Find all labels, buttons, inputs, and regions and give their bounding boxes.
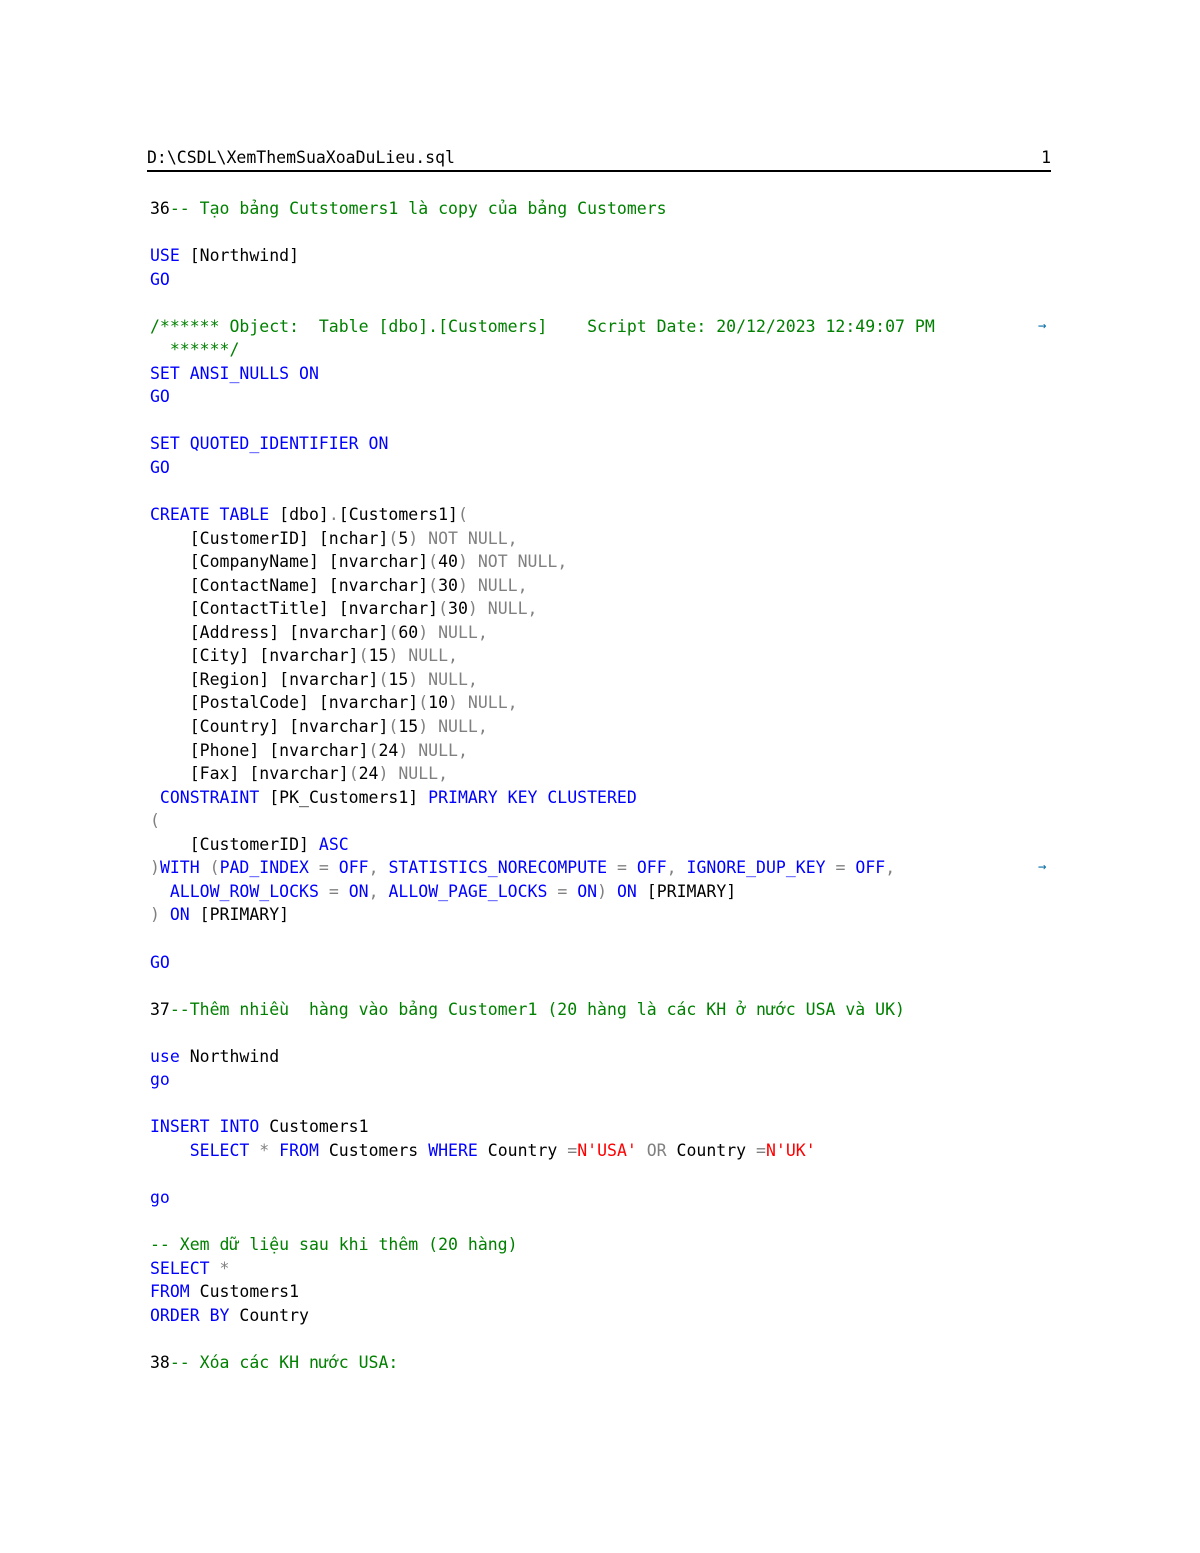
code-line-6: /****** Object: Table [dbo].[Customers] Script Date: 20/12/2023 12:49:07 PM → [150,315,1050,339]
code-line-45: -- Xem dữ liệu sau khi thêm (20 hàng) [150,1235,518,1255]
column-def-line: [CustomerID] [nchar](5) NOT NULL, [150,528,518,548]
column-def-line: [CompanyName] [nvarchar](40) NOT NULL, [150,552,568,572]
line-wrap-arrow-icon: → [1038,317,1047,334]
code-line-9: GO [150,387,170,407]
column-def-line: [Address] [nvarchar](60) NULL, [150,622,488,642]
line-wrap-arrow-icon: → [1038,859,1047,876]
code-line-11: SET QUOTED_IDENTIFIER ON [150,434,389,454]
blank-line [150,1162,1050,1186]
code-line-37: use Northwind [150,1046,280,1066]
code-line-7: ******/ [150,340,240,360]
sql-code-listing [150,197,1050,1374]
page-number: 1 [1041,148,1051,167]
blank-line [150,1092,1050,1116]
column-def-line: [ContactTitle] [nvarchar](30) NULL, [150,599,538,619]
blank-line [150,927,1050,951]
code-line-40: INSERT INTO Customers1 [150,1117,369,1137]
code-line-1: 36-- Tạo bảng Cutstomers1 là copy của bảng Customers [150,199,667,218]
code-line-12: GO [150,458,170,478]
code-line-47: FROM Customers1 [150,1282,300,1302]
blank-line [150,974,1050,998]
code-line-31: ) ON [PRIMARY] [150,905,290,925]
code-line-27: ( [150,811,160,831]
code-line-38: go [150,1070,170,1090]
blank-line [150,409,1050,433]
column-def-line: [City] [nvarchar](15) NULL, [150,646,458,666]
code-line-14: CREATE TABLE [dbo].[Customers1]( [150,505,468,525]
code-line-50: 38-- Xóa các KH nước USA: [150,1352,399,1372]
column-def-line: [PostalCode] [nvarchar](10) NULL, [150,693,518,713]
code-line-28: [CustomerID] ASC [150,834,349,854]
code-line-26: CONSTRAINT [PK_Customers1] PRIMARY KEY CLUSTERED [150,787,637,807]
blank-line [150,221,1050,245]
blank-line [150,291,1050,315]
code-line-33: GO [150,952,170,972]
code-line-35: 37--Thêm nhiều hàng vào bảng Customer1 (20 hàng là các KH ở nước USA và UK) [150,999,905,1019]
page-header [147,146,1051,172]
code-line-48: ORDER BY Country [150,1305,309,1325]
file-path: D:\CSDL\XemThemSuaXoaDuLieu.sql [147,148,455,167]
column-def-line: [ContactName] [nvarchar](30) NULL, [150,575,528,595]
code-line-46: SELECT * [150,1258,230,1278]
blank-line [150,1210,1050,1234]
code-line-3: USE [Northwind] [150,246,300,266]
code-line-29: )WITH (PAD_INDEX = OFF, STATISTICS_NORECOMPUTE = OFF, IGNORE_DUP_KEY = OFF, → [150,856,1050,880]
code-line-30: ALLOW_ROW_LOCKS = ON, ALLOW_PAGE_LOCKS = ON) ON [PRIMARY] [150,881,737,901]
column-def-line: [Region] [nvarchar](15) NULL, [150,669,478,689]
blank-line [150,1327,1050,1351]
blank-line [150,1021,1050,1045]
code-line-41: SELECT * FROM Customers WHERE Country =N'USA' OR Country =N'UK' [150,1140,816,1160]
blank-line [150,480,1050,504]
column-def-line: [Country] [nvarchar](15) NULL, [150,717,488,737]
code-line-43: go [150,1187,170,1207]
column-def-line: [Phone] [nvarchar](24) NULL, [150,740,468,760]
code-line-8: SET ANSI_NULLS ON [150,363,319,383]
code-line-4: GO [150,269,170,289]
column-def-line: [Fax] [nvarchar](24) NULL, [150,764,449,784]
